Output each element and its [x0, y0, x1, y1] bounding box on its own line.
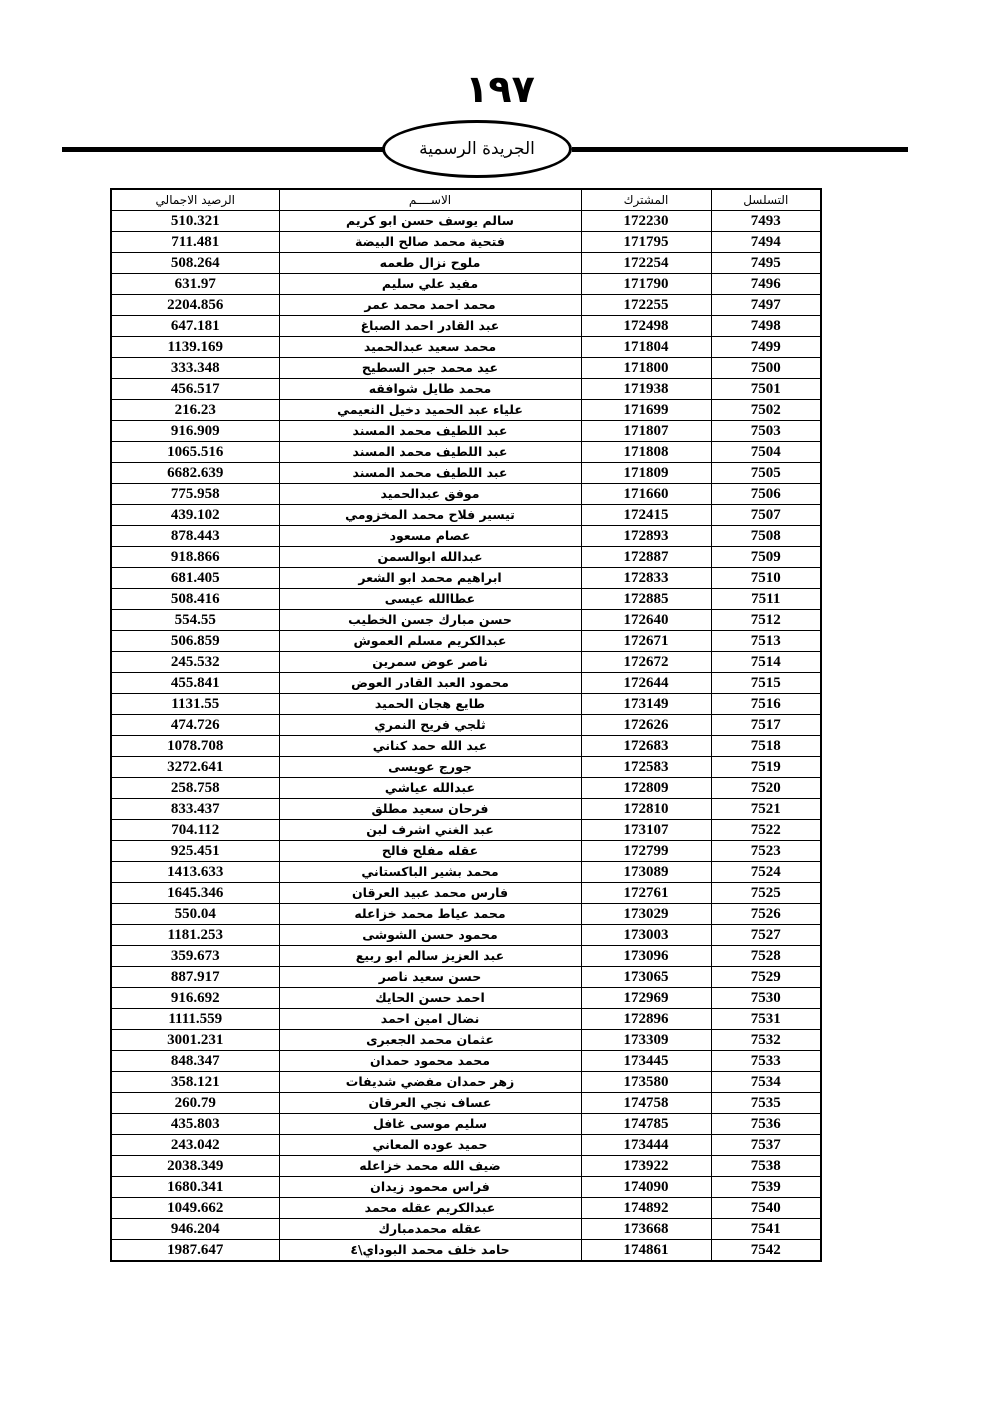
table-row — [111, 1093, 821, 1114]
table-row — [111, 442, 821, 463]
name-cell: جورج عويسى — [279, 757, 581, 778]
balance-cell: 775.958 — [111, 484, 279, 505]
name-cell: حامد خلف محمد البوداي\٤ — [279, 1240, 581, 1262]
name-cell: فراس محمود زيدان — [279, 1177, 581, 1198]
table-body — [111, 211, 821, 1262]
table-row — [111, 652, 821, 673]
serial-cell: 7495 — [711, 253, 821, 274]
name-cell: محمد محمود حمدان — [279, 1051, 581, 1072]
balance-cell: 260.79 — [111, 1093, 279, 1114]
balance-cell: 1131.55 — [111, 694, 279, 715]
balance-cell: 878.443 — [111, 526, 279, 547]
name-cell: محمود العبد القادر العوض — [279, 673, 581, 694]
name-cell: عبد اللطيف محمد المسند — [279, 421, 581, 442]
name-cell: موفق عبدالحميد — [279, 484, 581, 505]
balance-cell: 3272.641 — [111, 757, 279, 778]
balance-cell: 359.673 — [111, 946, 279, 967]
balance-cell: 1645.346 — [111, 883, 279, 904]
serial-cell: 7529 — [711, 967, 821, 988]
table-row — [111, 589, 821, 610]
name-cell: ثلجي فريح النمري — [279, 715, 581, 736]
balance-cell: 1139.169 — [111, 337, 279, 358]
table-row — [111, 778, 821, 799]
name-cell: عقله مفلح فالح — [279, 841, 581, 862]
table-row — [111, 715, 821, 736]
serial-cell: 7501 — [711, 379, 821, 400]
table-row — [111, 673, 821, 694]
table-row — [111, 316, 821, 337]
header-name: الاســــم — [279, 189, 581, 211]
name-cell: تيسير فلاح محمد المخزومي — [279, 505, 581, 526]
subscriber-cell: 171660 — [581, 484, 711, 505]
balance-cell: 245.532 — [111, 652, 279, 673]
balance-cell: 508.416 — [111, 589, 279, 610]
serial-cell: 7511 — [711, 589, 821, 610]
balance-cell: 439.102 — [111, 505, 279, 526]
serial-cell: 7536 — [711, 1114, 821, 1135]
subscriber-cell: 174758 — [581, 1093, 711, 1114]
balance-cell: 243.042 — [111, 1135, 279, 1156]
table-row — [111, 526, 821, 547]
gazette-masthead — [382, 120, 572, 178]
balance-cell: 333.348 — [111, 358, 279, 379]
balance-cell: 711.481 — [111, 232, 279, 253]
serial-cell: 7537 — [711, 1135, 821, 1156]
balance-cell: 2038.349 — [111, 1156, 279, 1177]
balance-cell: 455.841 — [111, 673, 279, 694]
name-cell: محمد احمد محمد عمر — [279, 295, 581, 316]
serial-cell: 7508 — [711, 526, 821, 547]
balance-cell: 6682.639 — [111, 463, 279, 484]
serial-cell: 7530 — [711, 988, 821, 1009]
serial-cell: 7524 — [711, 862, 821, 883]
subscriber-cell: 172640 — [581, 610, 711, 631]
subscriber-cell: 172626 — [581, 715, 711, 736]
subscriber-cell: 173668 — [581, 1219, 711, 1240]
name-cell: عيد محمد جبر السطيح — [279, 358, 581, 379]
table-row — [111, 1135, 821, 1156]
balance-cell: 887.917 — [111, 967, 279, 988]
serial-cell: 7497 — [711, 295, 821, 316]
balance-cell: 3001.231 — [111, 1030, 279, 1051]
subscriber-cell: 173444 — [581, 1135, 711, 1156]
table-row — [111, 463, 821, 484]
serial-cell: 7542 — [711, 1240, 821, 1262]
balance-cell: 1049.662 — [111, 1198, 279, 1219]
balance-cell: 474.726 — [111, 715, 279, 736]
subscriber-cell: 173922 — [581, 1156, 711, 1177]
subscriber-cell: 171795 — [581, 232, 711, 253]
balance-cell: 1413.633 — [111, 862, 279, 883]
serial-cell: 7514 — [711, 652, 821, 673]
subscriber-cell: 171699 — [581, 400, 711, 421]
table-header-row — [111, 189, 821, 211]
name-cell: عبد اللطيف محمد المسند — [279, 463, 581, 484]
serial-cell: 7527 — [711, 925, 821, 946]
subscriber-cell: 173445 — [581, 1051, 711, 1072]
subscriber-cell: 172683 — [581, 736, 711, 757]
balance-cell: 918.866 — [111, 547, 279, 568]
balance-cell: 554.55 — [111, 610, 279, 631]
serial-cell: 7538 — [711, 1156, 821, 1177]
table-row — [111, 1219, 821, 1240]
name-cell: حميد عوده المعاني — [279, 1135, 581, 1156]
name-cell: محمود حسن الشوشى — [279, 925, 581, 946]
serial-cell: 7521 — [711, 799, 821, 820]
serial-cell: 7493 — [711, 211, 821, 232]
serial-cell: 7535 — [711, 1093, 821, 1114]
balance-cell: 2204.856 — [111, 295, 279, 316]
balance-cell: 358.121 — [111, 1072, 279, 1093]
subscriber-cell: 174090 — [581, 1177, 711, 1198]
subscriber-cell: 174861 — [581, 1240, 711, 1262]
balance-cell: 456.517 — [111, 379, 279, 400]
name-cell: طايع هجان الحميد — [279, 694, 581, 715]
balance-cell: 681.405 — [111, 568, 279, 589]
serial-cell: 7540 — [711, 1198, 821, 1219]
name-cell: حسن مبارك جسن الخطيب — [279, 610, 581, 631]
table-row — [111, 400, 821, 421]
serial-cell: 7499 — [711, 337, 821, 358]
gazette-title: الجريدة الرسمية — [419, 139, 535, 159]
table-row — [111, 820, 821, 841]
table-row — [111, 925, 821, 946]
serial-cell: 7523 — [711, 841, 821, 862]
name-cell: عصام مسعود — [279, 526, 581, 547]
name-cell: عثمان محمد الجعبرى — [279, 1030, 581, 1051]
balance-cell: 1065.516 — [111, 442, 279, 463]
table-row — [111, 1156, 821, 1177]
serial-cell: 7517 — [711, 715, 821, 736]
subscriber-cell: 172498 — [581, 316, 711, 337]
serial-cell: 7515 — [711, 673, 821, 694]
subscriber-cell: 172887 — [581, 547, 711, 568]
table-row — [111, 694, 821, 715]
header-rule-right — [572, 147, 908, 152]
table-row — [111, 484, 821, 505]
table-row — [111, 358, 821, 379]
balance-cell: 704.112 — [111, 820, 279, 841]
serial-cell: 7494 — [711, 232, 821, 253]
name-cell: فارس محمد عبيد العرقان — [279, 883, 581, 904]
balance-cell: 631.97 — [111, 274, 279, 295]
subscriber-cell: 172255 — [581, 295, 711, 316]
serial-cell: 7532 — [711, 1030, 821, 1051]
name-cell: علياء عبد الحميد دخيل النعيمي — [279, 400, 581, 421]
subscriber-cell: 171808 — [581, 442, 711, 463]
serial-cell: 7513 — [711, 631, 821, 652]
serial-cell: 7520 — [711, 778, 821, 799]
subscriber-cell: 172761 — [581, 883, 711, 904]
table-row — [111, 862, 821, 883]
name-cell: عبدالله ابوالسمن — [279, 547, 581, 568]
balance-cell: 508.264 — [111, 253, 279, 274]
name-cell: سالم يوسف حسن ابو كريم — [279, 211, 581, 232]
name-cell: عبدالكريم عقله محمد — [279, 1198, 581, 1219]
subscriber-cell: 174892 — [581, 1198, 711, 1219]
subscriber-cell: 172885 — [581, 589, 711, 610]
table-row — [111, 1114, 821, 1135]
serial-cell: 7518 — [711, 736, 821, 757]
header-rule-left — [62, 147, 384, 152]
name-cell: عبد الغني اشرف لبن — [279, 820, 581, 841]
name-cell: عبدالله عياشي — [279, 778, 581, 799]
balance-cell: 506.859 — [111, 631, 279, 652]
balance-cell: 216.23 — [111, 400, 279, 421]
subscriber-cell: 172799 — [581, 841, 711, 862]
subscriber-cell: 173309 — [581, 1030, 711, 1051]
table-row — [111, 631, 821, 652]
name-cell: محمد عياط محمد خزاعله — [279, 904, 581, 925]
header-subscriber: المشترك — [581, 189, 711, 211]
serial-cell: 7531 — [711, 1009, 821, 1030]
name-cell: مفيد علي سليم — [279, 274, 581, 295]
subscriber-cell: 172672 — [581, 652, 711, 673]
serial-cell: 7525 — [711, 883, 821, 904]
name-cell: ضيف الله محمد خزاعله — [279, 1156, 581, 1177]
serial-cell: 7510 — [711, 568, 821, 589]
subscriber-cell: 171790 — [581, 274, 711, 295]
subscriber-cell: 173089 — [581, 862, 711, 883]
name-cell: فرحان سعيد مطلق — [279, 799, 581, 820]
balance-cell: 510.321 — [111, 211, 279, 232]
serial-cell: 7516 — [711, 694, 821, 715]
subscriber-cell: 173065 — [581, 967, 711, 988]
name-cell: فتحية محمد صالح البيضة — [279, 232, 581, 253]
serial-cell: 7526 — [711, 904, 821, 925]
subscriber-cell: 172671 — [581, 631, 711, 652]
name-cell: نضال امين احمد — [279, 1009, 581, 1030]
page-number: ١٩٧ — [465, 67, 535, 111]
name-cell: عبد الله حمد كناني — [279, 736, 581, 757]
table-row — [111, 1030, 821, 1051]
subscriber-cell: 173003 — [581, 925, 711, 946]
name-cell: عطاالله عيسى — [279, 589, 581, 610]
balance-cell: 1987.647 — [111, 1240, 279, 1262]
serial-cell: 7503 — [711, 421, 821, 442]
table-row — [111, 211, 821, 232]
serial-cell: 7528 — [711, 946, 821, 967]
name-cell: عبد القادر احمد الصباغ — [279, 316, 581, 337]
subscriber-cell: 171807 — [581, 421, 711, 442]
table-row — [111, 568, 821, 589]
subscriber-cell: 172230 — [581, 211, 711, 232]
balance-cell: 258.758 — [111, 778, 279, 799]
name-cell: ناصر عوض سمرين — [279, 652, 581, 673]
serial-cell: 7498 — [711, 316, 821, 337]
name-cell: عقله محمدمبارك — [279, 1219, 581, 1240]
subscriber-cell: 172583 — [581, 757, 711, 778]
table-row — [111, 505, 821, 526]
subscriber-cell: 171804 — [581, 337, 711, 358]
table-row — [111, 1072, 821, 1093]
table-row — [111, 1051, 821, 1072]
table-row — [111, 883, 821, 904]
subscriber-cell: 174785 — [581, 1114, 711, 1135]
subscribers-table — [110, 188, 822, 1262]
table-row — [111, 904, 821, 925]
balance-cell: 848.347 — [111, 1051, 279, 1072]
balance-cell: 1111.559 — [111, 1009, 279, 1030]
table-row — [111, 1009, 821, 1030]
subscriber-cell: 173580 — [581, 1072, 711, 1093]
table-row — [111, 799, 821, 820]
name-cell: سليم موسى غافل — [279, 1114, 581, 1135]
table-row — [111, 946, 821, 967]
table-row — [111, 610, 821, 631]
serial-cell: 7539 — [711, 1177, 821, 1198]
table-row — [111, 295, 821, 316]
subscriber-cell: 171809 — [581, 463, 711, 484]
balance-cell: 435.803 — [111, 1114, 279, 1135]
name-cell: حسن سعيد ناصر — [279, 967, 581, 988]
balance-cell: 925.451 — [111, 841, 279, 862]
name-cell: عبدالكريم مسلم العموش — [279, 631, 581, 652]
serial-cell: 7502 — [711, 400, 821, 421]
serial-cell: 7506 — [711, 484, 821, 505]
table-row — [111, 1240, 821, 1262]
table-row — [111, 757, 821, 778]
subscriber-cell: 172833 — [581, 568, 711, 589]
subscriber-cell: 172415 — [581, 505, 711, 526]
subscriber-cell: 171938 — [581, 379, 711, 400]
serial-cell: 7507 — [711, 505, 821, 526]
balance-cell: 1181.253 — [111, 925, 279, 946]
name-cell: عبد اللطيف محمد المسند — [279, 442, 581, 463]
name-cell: محمد بشير الباكستاني — [279, 862, 581, 883]
table-row — [111, 274, 821, 295]
name-cell: عساف نجي العرقان — [279, 1093, 581, 1114]
balance-cell: 1680.341 — [111, 1177, 279, 1198]
balance-cell: 916.692 — [111, 988, 279, 1009]
table-row — [111, 253, 821, 274]
balance-cell: 946.204 — [111, 1219, 279, 1240]
name-cell: ابراهيم محمد ابو الشعر — [279, 568, 581, 589]
subscriber-cell: 172809 — [581, 778, 711, 799]
balance-cell: 550.04 — [111, 904, 279, 925]
table-row — [111, 1198, 821, 1219]
balance-cell: 1078.708 — [111, 736, 279, 757]
name-cell: زهر حمدان مفضي شديفات — [279, 1072, 581, 1093]
table-row — [111, 337, 821, 358]
balance-cell: 647.181 — [111, 316, 279, 337]
subscriber-cell: 172644 — [581, 673, 711, 694]
name-cell: احمد حسن الحايك — [279, 988, 581, 1009]
serial-cell: 7533 — [711, 1051, 821, 1072]
serial-cell: 7509 — [711, 547, 821, 568]
subscriber-cell: 172810 — [581, 799, 711, 820]
table-row — [111, 232, 821, 253]
table-row — [111, 736, 821, 757]
table-row — [111, 967, 821, 988]
name-cell: عبد العزيز سالم ابو ربيع — [279, 946, 581, 967]
balance-cell: 833.437 — [111, 799, 279, 820]
table-row — [111, 988, 821, 1009]
table-row — [111, 421, 821, 442]
subscriber-cell: 173107 — [581, 820, 711, 841]
table-row — [111, 379, 821, 400]
subscriber-cell: 173149 — [581, 694, 711, 715]
serial-cell: 7534 — [711, 1072, 821, 1093]
subscriber-cell: 173029 — [581, 904, 711, 925]
table-row — [111, 1177, 821, 1198]
serial-cell: 7496 — [711, 274, 821, 295]
subscriber-cell: 172969 — [581, 988, 711, 1009]
serial-cell: 7519 — [711, 757, 821, 778]
serial-cell: 7522 — [711, 820, 821, 841]
subscriber-cell: 173096 — [581, 946, 711, 967]
serial-cell: 7500 — [711, 358, 821, 379]
header-serial: التسلسل — [711, 189, 821, 211]
serial-cell: 7505 — [711, 463, 821, 484]
serial-cell: 7541 — [711, 1219, 821, 1240]
name-cell: محمد سعيد عبدالحميد — [279, 337, 581, 358]
name-cell: ملوح نزال طعمه — [279, 253, 581, 274]
serial-cell: 7512 — [711, 610, 821, 631]
header-balance: الرصيد الاجمالي — [111, 189, 279, 211]
subscriber-cell: 171800 — [581, 358, 711, 379]
subscriber-cell: 172896 — [581, 1009, 711, 1030]
balance-cell: 916.909 — [111, 421, 279, 442]
serial-cell: 7504 — [711, 442, 821, 463]
subscriber-cell: 172893 — [581, 526, 711, 547]
name-cell: محمد طايل شوافقه — [279, 379, 581, 400]
table-row — [111, 841, 821, 862]
table-row — [111, 547, 821, 568]
subscriber-cell: 172254 — [581, 253, 711, 274]
